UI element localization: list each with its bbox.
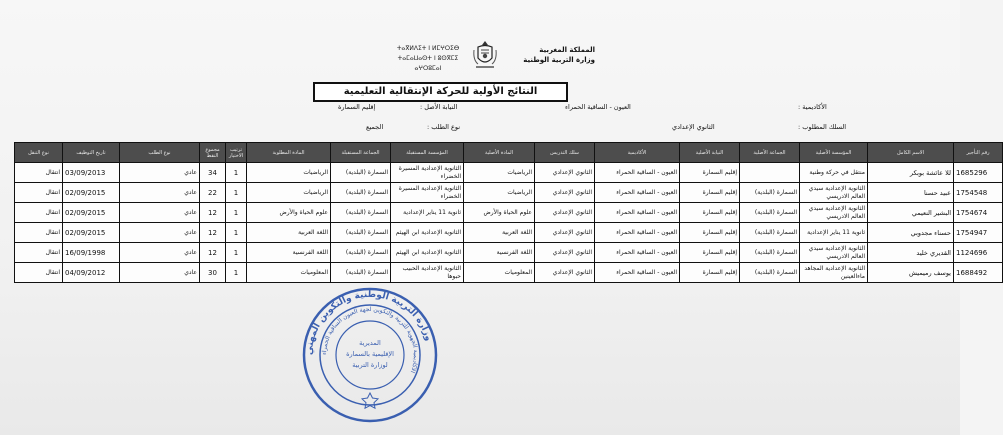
cell-origin-delegation: إقليم السمارة — [680, 163, 740, 183]
stamp-outer-text: وزارة التربية الوطنية والتكوين المهني — [304, 289, 434, 356]
col-header: نوع الطلب — [120, 143, 200, 163]
cell-origin-school: الثانوية الإعدادية سيدي العالم الادريسي — [800, 243, 868, 263]
cell-points: 34 — [200, 163, 226, 183]
cell-academy: العيون - الساقية الحمراء — [595, 223, 680, 243]
cell-request-type: عادي — [120, 263, 200, 283]
cell-origin-commune: السمارة (البلدية) — [740, 223, 800, 243]
cell-academy: العيون - الساقية الحمراء — [595, 263, 680, 283]
cycle-value: الثانوي الإعدادي — [672, 123, 715, 131]
cell-dest-commune: السمارة (البلدية) — [331, 163, 391, 183]
origin-label: النيابة الأصل : — [420, 103, 458, 111]
stamp-center-line-1: المديرية — [359, 339, 381, 347]
cell-origin-delegation: إقليم السمارة — [680, 183, 740, 203]
cell-academy: العيون - الساقية الحمراء — [595, 203, 680, 223]
col-header: ترتيب الاختيار — [226, 143, 247, 163]
cell-origin-subject: علوم الحياة والأرض — [464, 203, 535, 223]
cell-dest-commune: السمارة (البلدية) — [331, 203, 391, 223]
col-header: رقم التأجير — [954, 143, 1003, 163]
cell-requested-subject: الرياضيات — [247, 183, 331, 203]
table-row — [15, 243, 1003, 263]
cell-origin-commune — [740, 163, 800, 183]
col-header: الأكاديمية — [595, 143, 680, 163]
cell-hire-date: 02/09/2015 — [63, 223, 120, 243]
cell-dest-school: الثانوية الإعدادية ابن الهيثم — [391, 223, 464, 243]
cell-dest-commune: السمارة (البلدية) — [331, 183, 391, 203]
cell-name: القديري خليد — [868, 243, 954, 263]
col-header: تاريخ التوظيف — [63, 143, 120, 163]
cell-points: 12 — [200, 203, 226, 223]
cell-cycle: الثانوي الإعدادي — [535, 203, 595, 223]
tifinagh-header — [388, 44, 468, 74]
tifinagh-line-2: ⵜⴰⵎⴰⵡⴰⵙⵜ ⵏ ⵓⵙⴳⵎⵉ — [397, 55, 459, 62]
academy-label: الأكاديمية : — [798, 103, 827, 111]
cell-points: 12 — [200, 243, 226, 263]
cell-request-type: عادي — [120, 223, 200, 243]
cell-choice-rank: 1 — [226, 163, 247, 183]
official-stamp — [300, 285, 440, 425]
cell-move-type: انتقال — [15, 223, 63, 243]
cell-requested-subject: الرياضيات — [247, 163, 331, 183]
table-header-row — [15, 143, 1003, 163]
results-table — [14, 142, 1003, 283]
cell-request-type: عادي — [120, 163, 200, 183]
coat-of-arms-icon — [472, 40, 498, 70]
cell-dest-commune: السمارة (البلدية) — [331, 243, 391, 263]
cell-requested-subject: المعلوميات — [247, 263, 331, 283]
cell-hire-date: 03/09/2013 — [63, 163, 120, 183]
cell-origin-delegation: إقليم السمارة — [680, 243, 740, 263]
cell-requested-subject: اللغة العربية — [247, 223, 331, 243]
table-row — [15, 183, 1003, 203]
cell-origin-subject: الرياضيات — [464, 183, 535, 203]
cell-points: 12 — [200, 223, 226, 243]
col-header: الاسم الكامل — [868, 143, 954, 163]
cell-request-type: عادي — [120, 243, 200, 263]
cell-id: 1688492 — [954, 263, 1003, 283]
star-icon — [362, 393, 378, 408]
cell-request-type: عادي — [120, 183, 200, 203]
cell-dest-school: الثانوية الإعدادية ابن الهيثم — [391, 243, 464, 263]
cell-cycle: الثانوي الإعدادي — [535, 223, 595, 243]
cell-origin-commune: السمارة (البلدية) — [740, 263, 800, 283]
cell-points: 22 — [200, 183, 226, 203]
stamp-inner-text: الأكاديمية الجهوية للتربية والتكوين لجهة العيون الساقية الحمراء — [320, 305, 420, 374]
table-row — [15, 263, 1003, 283]
cell-id: 1754947 — [954, 223, 1003, 243]
cell-move-type: انتقال — [15, 183, 63, 203]
table-row — [15, 203, 1003, 223]
cell-origin-delegation: إقليم السمارة — [680, 263, 740, 283]
cell-cycle: الثانوي الإعدادي — [535, 243, 595, 263]
cell-choice-rank: 1 — [226, 223, 247, 243]
cell-hire-date: 16/09/1998 — [63, 243, 120, 263]
cell-points: 30 — [200, 263, 226, 283]
cell-academy: العيون - الساقية الحمراء — [595, 243, 680, 263]
cell-id: 1685296 — [954, 163, 1003, 183]
cell-name: يوسف رميميش — [868, 263, 954, 283]
cell-request-type: عادي — [120, 203, 200, 223]
cell-academy: العيون - الساقية الحمراء — [595, 163, 680, 183]
cell-origin-subject: اللغة العربية — [464, 223, 535, 243]
cell-id: 1754548 — [954, 183, 1003, 203]
request-type-value: الجميع — [366, 123, 384, 131]
request-type-label: نوع الطلب : — [427, 123, 461, 131]
cell-origin-school: منتقل في حركة وطنية — [800, 163, 868, 183]
cell-move-type: انتقال — [15, 203, 63, 223]
cell-requested-subject: اللغة الفرنسية — [247, 243, 331, 263]
col-header: نوع التنقل — [15, 143, 63, 163]
table-row — [15, 163, 1003, 183]
tifinagh-line-1: ⵜⴰⴳⵍⴷⵉⵜ ⵏ ⵍⵎⵖⵔⵉⴱ — [396, 45, 460, 52]
cell-academy: العيون - الساقية الحمراء — [595, 183, 680, 203]
cell-origin-subject: المعلوميات — [464, 263, 535, 283]
col-header: مجموع النقط — [200, 143, 226, 163]
cell-origin-subject: اللغة الفرنسية — [464, 243, 535, 263]
cell-origin-school: ثانوية 11 يناير الإعدادية — [800, 223, 868, 243]
cycle-label: السلك المطلوب : — [798, 123, 847, 131]
cell-choice-rank: 1 — [226, 243, 247, 263]
cell-hire-date: 02/09/2015 — [63, 203, 120, 223]
cell-move-type: انتقال — [15, 243, 63, 263]
cell-dest-school: الثانوية الإعدادية المسيرة الخضراء — [391, 183, 464, 203]
col-header: المادة المطلوبة — [247, 143, 331, 163]
cell-hire-date: 02/09/2015 — [63, 183, 120, 203]
cell-dest-school: الثانوية الإعدادية المسيرة الخضراء — [391, 163, 464, 183]
stamp-center-line-2: الإقليمية بالسمارة — [346, 350, 394, 358]
cell-hire-date: 04/09/2012 — [63, 263, 120, 283]
cell-move-type: انتقال — [15, 263, 63, 283]
cell-origin-subject: الرياضيات — [464, 163, 535, 183]
cell-name: عبيد حسنا — [868, 183, 954, 203]
col-header: النيابة الأصلية — [680, 143, 740, 163]
col-header: سلك التدريس — [535, 143, 595, 163]
cell-cycle: الثانوي الإعدادي — [535, 263, 595, 283]
cell-choice-rank: 1 — [226, 203, 247, 223]
cell-dest-commune: السمارة (البلدية) — [331, 263, 391, 283]
cell-id: 1124696 — [954, 243, 1003, 263]
cell-choice-rank: 1 — [226, 183, 247, 203]
col-header: المؤسسة الأصلية — [800, 143, 868, 163]
stamp-center-line-3: لوزارة التربية — [352, 361, 388, 369]
cell-requested-subject: علوم الحياة والأرض — [247, 203, 331, 223]
ministry-label: وزارة التربية الوطنية — [523, 56, 595, 64]
cell-origin-school: الثانوية الإعدادية المجاهد ماءالعينين — [800, 263, 868, 283]
cell-choice-rank: 1 — [226, 263, 247, 283]
cell-dest-commune: السمارة (البلدية) — [331, 223, 391, 243]
academy-value: العيون - الساقية الحمراء — [565, 103, 631, 111]
tifinagh-line-3: ⴰⵖⵔⵓⵎⴰⵏ — [414, 65, 442, 72]
table-row — [15, 223, 1003, 243]
cell-name: حسناء مجدوبي — [868, 223, 954, 243]
cell-origin-delegation: إقليم السمارة — [680, 203, 740, 223]
cell-dest-school: ثانوية 11 يناير الإعدادية — [391, 203, 464, 223]
cell-origin-school: الثانوية الإعدادية سيدي العالم الادريسي — [800, 183, 868, 203]
cell-id: 1754674 — [954, 203, 1003, 223]
cell-move-type: انتقال — [15, 163, 63, 183]
col-header: المؤسسة المستقبلة — [391, 143, 464, 163]
cell-dest-school: الثانوية الإعدادية الحبيب حبوها — [391, 263, 464, 283]
cell-cycle: الثانوي الإعدادي — [535, 163, 595, 183]
cell-origin-commune: السمارة (البلدية) — [740, 183, 800, 203]
table-body — [15, 163, 1003, 283]
cell-cycle: الثانوي الإعدادي — [535, 183, 595, 203]
page-title: النتائج الأولية للحركة الإنتقالية التعليمية — [313, 82, 568, 102]
ministry-header — [505, 45, 595, 65]
cell-name: للا عائشة بوبكر — [868, 163, 954, 183]
col-header: الجماعة الأصلية — [740, 143, 800, 163]
origin-value: إقليم السمارة — [338, 103, 376, 111]
col-header: المادة الأصلية — [464, 143, 535, 163]
cell-origin-commune: السمارة (البلدية) — [740, 243, 800, 263]
cell-origin-delegation: إقليم السمارة — [680, 223, 740, 243]
cell-origin-school: الثانوية الإعدادية سيدي العالم الادريسي — [800, 203, 868, 223]
cell-origin-commune: السمارة (البلدية) — [740, 203, 800, 223]
kingdom-label: المملكة المغربية — [539, 46, 595, 54]
cell-name: البشير النعيمي — [868, 203, 954, 223]
col-header: الجماعة المستقبلة — [331, 143, 391, 163]
